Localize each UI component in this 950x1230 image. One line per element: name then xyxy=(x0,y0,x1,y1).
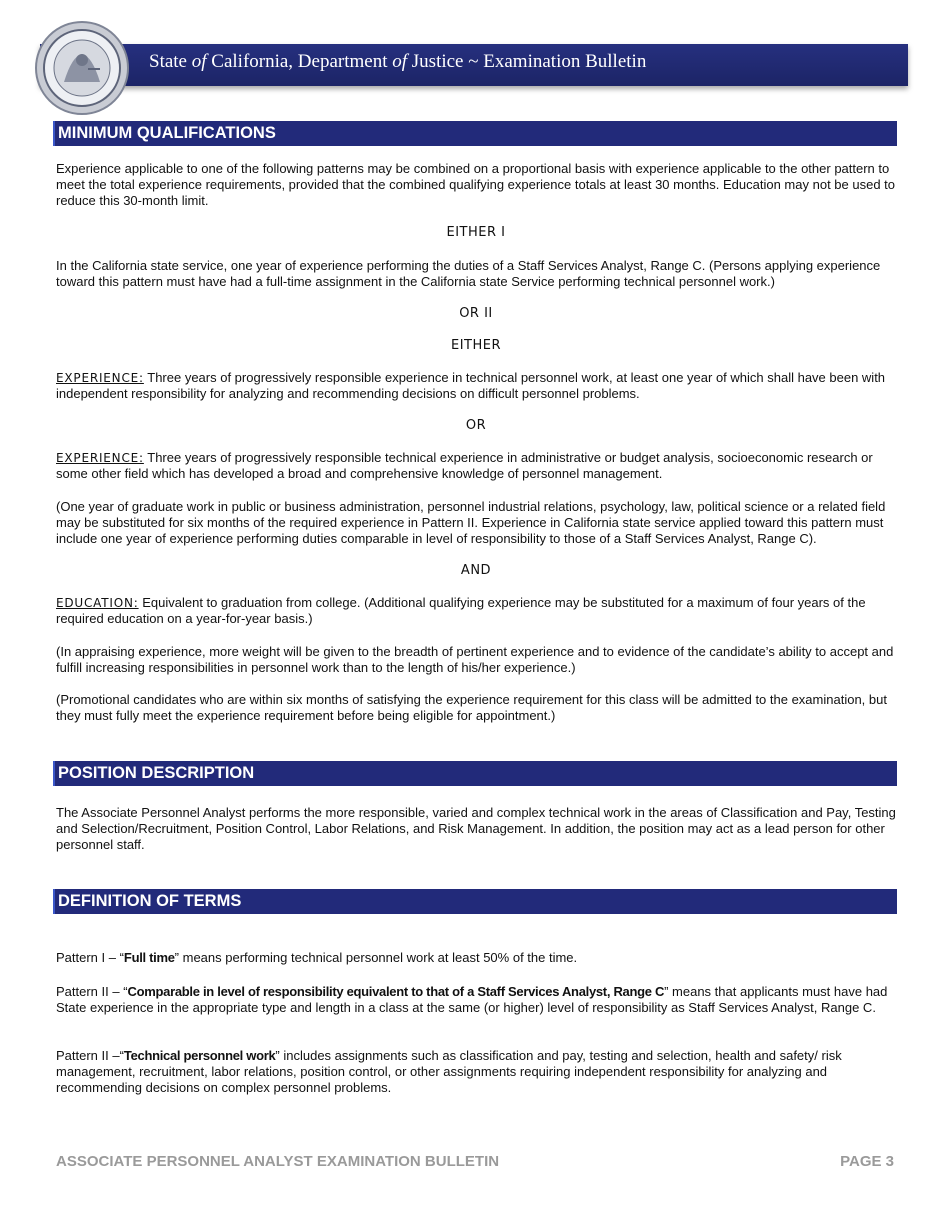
footer-page-number: PAGE 3 xyxy=(840,1153,894,1170)
footer-bulletin-title: ASSOCIATE PERSONNEL ANALYST EXAMINATION BULLETIN xyxy=(56,1153,500,1170)
position-description-heading: POSITION DESCRIPTION xyxy=(53,761,897,786)
either-label: EITHER xyxy=(450,338,501,353)
definition-technical-personnel-work: Pattern II –“Technical personnel work” includes assignments such as classification and pay, testing and selection, health and safety/ risk management, recruitment, labor relations, position control, or other assignments requiring independent responsibility for analyzing and recommending decisions on complex personnel problems. xyxy=(56,1048,842,1096)
or-label: OR xyxy=(465,418,487,433)
or-ii-label: OR II xyxy=(459,306,493,321)
experience-1: EXPERIENCE: Three years of progressively responsible experience in technical personnel work, at least one year of which shall have been with independent responsibility for analyzing and recommending decisions on difficult personnel problems. xyxy=(56,370,886,402)
definition-full-time: Pattern I – “Full time” means performing technical personnel work at least 50% of the time. xyxy=(56,950,578,965)
experience-2: EXPERIENCE: Three years of progressively responsible technical experience in administrative or budget analysis, socioeconomic research or some other field which has developed a broad and comprehensive knowledge of personnel management. xyxy=(56,450,873,482)
and-label: AND xyxy=(460,563,492,578)
min-qual-intro: Experience applicable to one of the following patterns may be combined on a proportional basis with experience applicable to the other pattern to meet the total experience requirements, provided that the combined qualifying experience totals at least 30 months. Education may not be used to reduce this 30-month limit. xyxy=(56,161,896,209)
graduate-work-note: (One year of graduate work in public or business administration, personnel industrial relations, psychology, law, political science or a related field may be substituted for six months of the required experience in Pattern II. Experience in California state service applied toward this pattern must include one year of experience performing duties comparable in level of responsibility to those of a Staff Services Analyst, Range C). xyxy=(56,499,886,547)
pattern-i-text: In the California state service, one year of experience performing the duties of a Staff Services Analyst, Range C. (Persons applying experience toward this pattern must have had a full-time assignment in the California state Service performing technical personnel work.) xyxy=(56,258,881,290)
promotional-note: (Promotional candidates who are within six months of satisfying the experience requirement for this class will be admitted to the examination, but they must fully meet the experience requirement before being eligible for appointment.) xyxy=(56,692,887,724)
page-header-title: State of California, Department of Justice ~ Examination Bulletin xyxy=(149,51,647,72)
experience-label: EXPERIENCE: xyxy=(56,371,144,385)
education-label: EDUCATION: xyxy=(56,596,139,610)
education-requirement: EDUCATION: Equivalent to graduation from college. (Additional qualifying experience may be substituted for a maximum of four years of the required education on a year-for-year basis.) xyxy=(56,595,866,627)
either-i-label: EITHER I xyxy=(446,225,506,240)
min-qual-heading: MINIMUM QUALIFICATIONS xyxy=(53,121,897,146)
department-seal-logo xyxy=(34,20,130,116)
definition-of-terms-heading: DEFINITION OF TERMS xyxy=(53,889,897,914)
definition-comparable-level: Pattern II – “Comparable in level of responsibility equivalent to that of a Staff Services Analyst, Range C” means that applicants must have had State experience in the appropriate type and length in a class at the same (or higher) level of responsibility as Staff Services Analyst, Range C. xyxy=(56,984,888,1016)
experience-label: EXPERIENCE: xyxy=(56,451,144,465)
appraising-note: (In appraising experience, more weight will be given to the breadth of pertinent experience and to evidence of the candidate’s ability to accept and fulfill increasing responsibilities in personnel work than to the length of his/her experience.) xyxy=(56,644,894,676)
position-description-text: The Associate Personnel Analyst performs the more responsible, varied and complex technical work in the areas of Classification and Pay, Testing and Selection/Recruitment, Position Control, Labor Relations, and Risk Management. In addition, the position may act as a lead person for other personnel staff. xyxy=(56,805,896,853)
